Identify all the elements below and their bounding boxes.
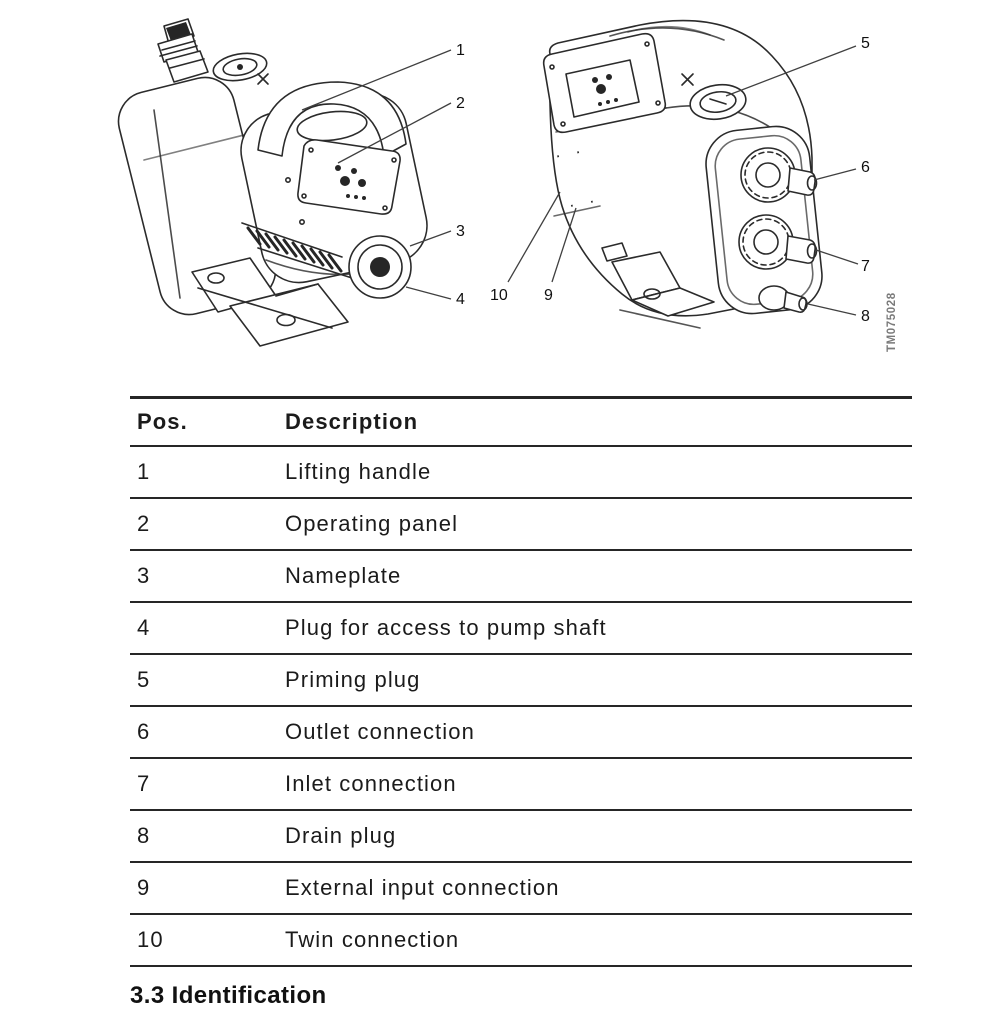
table-row [130, 914, 912, 966]
pos-cell: 1 [130, 446, 285, 498]
description-cell: Priming plug [285, 654, 912, 706]
callout-1: 1 [456, 42, 465, 59]
table-header-row [130, 398, 912, 447]
table-row [130, 446, 912, 498]
inlet-stub [158, 19, 208, 82]
table-row [130, 862, 912, 914]
pos-cell: 5 [130, 654, 285, 706]
callout-5: 5 [861, 35, 870, 52]
callout-2: 2 [456, 95, 465, 112]
col-header-pos: Pos. [130, 398, 285, 447]
pos-cell: 7 [130, 758, 285, 810]
callout-9: 9 [544, 287, 553, 304]
description-cell: Outlet connection [285, 706, 912, 758]
callout-4: 4 [456, 291, 465, 308]
description-cell: Plug for access to pump shaft [285, 602, 912, 654]
pos-cell: 2 [130, 498, 285, 550]
next-section-heading: 3.3 Identification [130, 982, 327, 1009]
callout-7: 7 [861, 258, 870, 275]
table-row [130, 498, 912, 550]
description-cell: External input connection [285, 862, 912, 914]
table-row [130, 602, 912, 654]
pos-cell: 6 [130, 706, 285, 758]
pos-cell: 3 [130, 550, 285, 602]
figure-reference-code: TM075028 [886, 292, 898, 352]
description-cell: Drain plug [285, 810, 912, 862]
description-cell: Operating panel [285, 498, 912, 550]
operating-panel [298, 140, 400, 214]
description-cell: Inlet connection [285, 758, 912, 810]
cross-mark-icon [258, 74, 268, 84]
parts-table [130, 396, 912, 967]
pos-cell: 9 [130, 862, 285, 914]
callout-10: 10 [490, 287, 508, 304]
pump-rear-view-illustration [460, 10, 880, 380]
callout-3: 3 [456, 223, 465, 240]
table-row [130, 654, 912, 706]
table-row [130, 706, 912, 758]
pos-cell: 4 [130, 602, 285, 654]
pump-front-view-illustration [80, 10, 470, 360]
shaft-access-plug [349, 236, 411, 298]
table-row [130, 810, 912, 862]
pos-cell: 10 [130, 914, 285, 966]
table-row [130, 550, 912, 602]
table-row [130, 758, 912, 810]
callout-8: 8 [861, 308, 870, 325]
col-header-description: Description [285, 398, 912, 447]
top-cap [211, 50, 269, 85]
description-cell: Lifting handle [285, 446, 912, 498]
callout-6: 6 [861, 159, 870, 176]
pos-cell: 8 [130, 810, 285, 862]
description-cell: Nameplate [285, 550, 912, 602]
description-cell: Twin connection [285, 914, 912, 966]
